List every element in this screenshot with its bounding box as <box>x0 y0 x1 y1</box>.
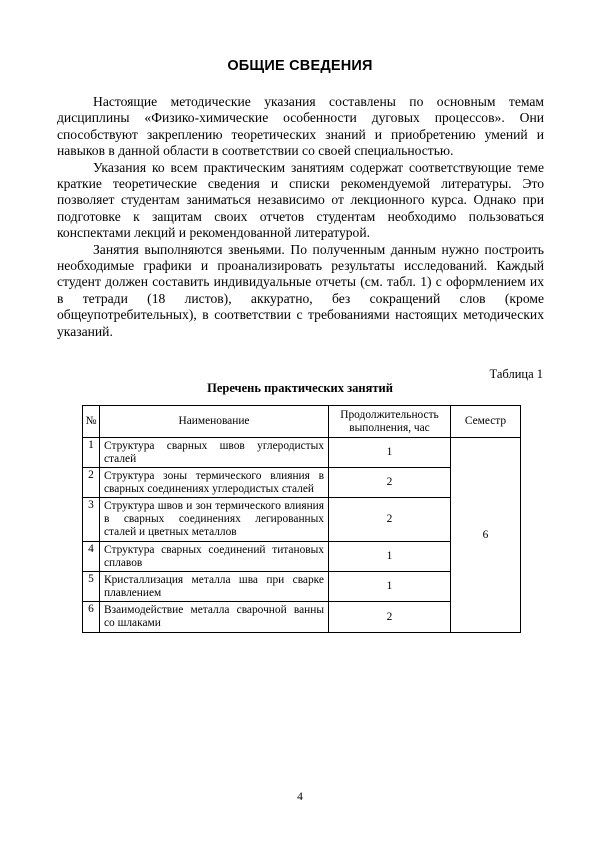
header-number: № <box>83 406 100 438</box>
row-duration: 1 <box>329 542 451 572</box>
body-text <box>57 94 544 340</box>
row-duration: 1 <box>329 572 451 602</box>
row-name: Структура сварных соединений титановых сплавов <box>100 542 329 572</box>
semester-cell: 6 <box>451 438 521 633</box>
section-heading: ОБЩИЕ СВЕДЕНИЯ <box>227 58 373 74</box>
header-duration: Продолжительность выполнения, час <box>329 406 451 438</box>
header-semester: Семестр <box>451 406 521 438</box>
row-number: 3 <box>83 498 100 542</box>
row-duration: 1 <box>329 438 451 468</box>
table-label: Таблица 1 <box>489 367 543 381</box>
row-number: 4 <box>83 542 100 572</box>
row-name: Взаимодействие металла сварочной ванны со шлаками <box>100 602 329 633</box>
row-number: 5 <box>83 572 100 602</box>
row-duration: 2 <box>329 602 451 633</box>
paragraph-1: Настоящие методические указания составлены по основным темам дисциплины «Физико-химические особенности дуговых процессов». Они способствуют закреплению теоретических знаний и приобретению умений и навыков в данной области в соответствии со своей специальностью. <box>57 94 544 159</box>
row-name: Структура зоны термического влияния в сварных соединениях углеродистых сталей <box>100 468 329 498</box>
table-row <box>83 438 521 468</box>
row-duration: 2 <box>329 468 451 498</box>
table-header-row <box>83 406 521 438</box>
table-title: Перечень практических занятий <box>207 381 393 395</box>
header-name: Наименование <box>100 406 329 438</box>
row-name: Структура швов и зон термического влияния в сварных соединениях легированных сталей и цветных металлов <box>100 498 329 542</box>
row-duration: 2 <box>329 498 451 542</box>
paragraph-3: Занятия выполняются звеньями. По полученным данным нужно построить необходимые графики и проанализировать результаты исследований. Каждый студент должен составить индивидуальные отчеты (см. табл. 1) с оформлением их в тетради (18 листов), аккуратно, без сокращений слов (кроме общеупотребительных), в соответствии с требованиями настоящих методических указаний. <box>57 241 544 339</box>
row-number: 1 <box>83 438 100 468</box>
paragraph-2: Указания ко всем практическим занятиям содержат соответствующие теме краткие теоретические сведения и списки рекомендуемой литературы. Это позволяет студентам заниматься независимо от лекционного курса. Однако при подготовке к защитам своих отчетов студентам необходимо пользоваться конспектами лекций и рекомендованной литературой. <box>57 159 544 241</box>
row-number: 6 <box>83 602 100 633</box>
practical-classes-table <box>82 405 521 633</box>
row-number: 2 <box>83 468 100 498</box>
page-number: 4 <box>297 791 303 803</box>
row-name: Структура сварных швов углеродистых сталей <box>100 438 329 468</box>
row-name: Кристаллизация металла шва при сварке плавлением <box>100 572 329 602</box>
